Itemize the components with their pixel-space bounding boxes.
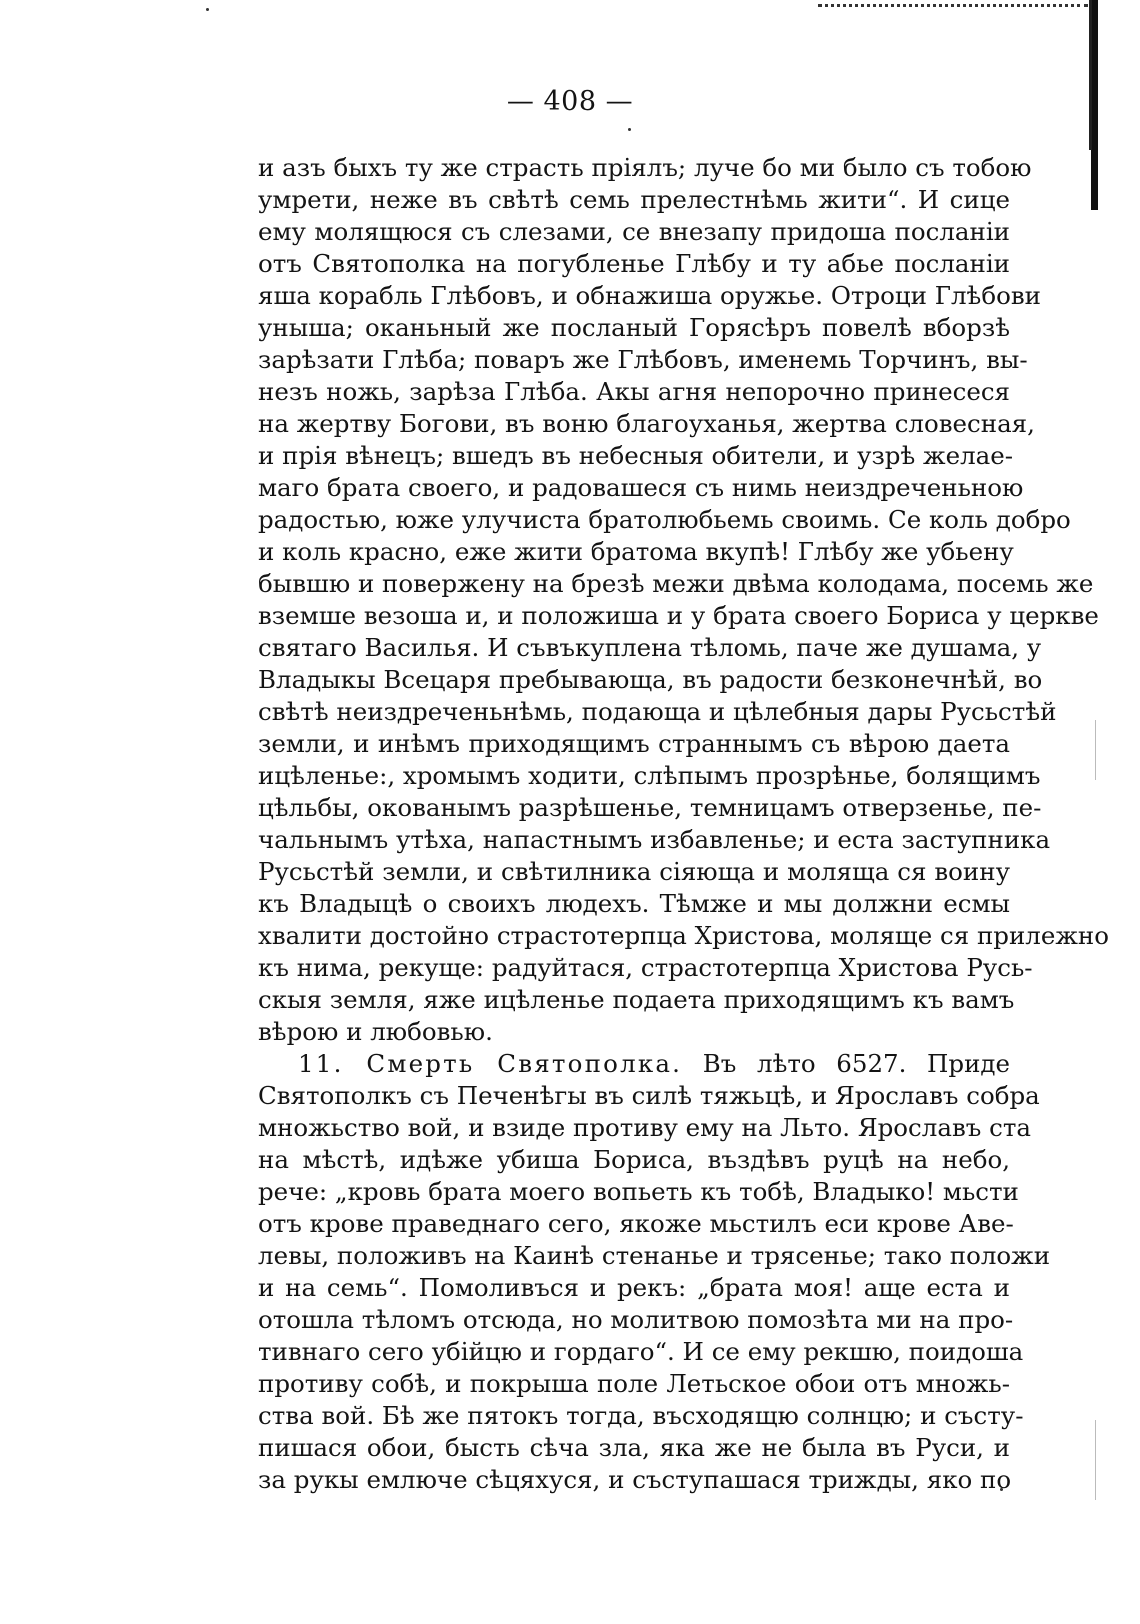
scan-edge-artifact-secondary: [1089, 0, 1092, 150]
text-line: ицѣленье:, хромымъ ходити, слѣпымъ прозрѣнье, болящимъ: [258, 761, 1041, 790]
text-line: чальнымъ утѣха, напастнымъ избавленье; и еста заступника: [258, 825, 1051, 854]
scan-speck: [628, 128, 631, 131]
text-line: святаго Василья. И съвъкуплена тѣломь, паче же душама, у: [258, 633, 1042, 662]
text-line: Русьстѣй земли, и свѣтилника сіяюща и моляща ся воину: [258, 857, 1010, 886]
text-line: Владыкы Всецаря пребывающа, въ радости безконечнѣй, во: [258, 665, 1043, 694]
scan-faint-line: [1095, 1420, 1096, 1500]
text-line: тивнаго сего убійцю и гордаго“. И се ему рекшю, поидоша: [258, 1337, 1024, 1366]
text-line: Святополкъ съ Печенѣгы въ силѣ тяжьцѣ, и Ярославъ собра: [258, 1081, 1040, 1110]
text-line: зарѣзати Глѣба; поваръ же Глѣбовъ, именемь Торчинъ, вы-: [258, 345, 1028, 374]
text-line: ему молящюся съ слезами, се внезапу придоша посланіи: [258, 217, 1010, 246]
section-heading: 11. Смерть Святополка.: [298, 1049, 683, 1078]
text-line: и прія вѣнецъ; вшедъ въ небесныя обители, и узрѣ желае-: [258, 441, 1014, 470]
text-line: ства вой. Бѣ же пятокъ тогда, въсходящю солнцю; и състу-: [258, 1401, 1024, 1430]
section-heading-line: [258, 1048, 1010, 1080]
text-line: незъ ножь, зарѣза Глѣба. Акы агня непорочно принесеся: [258, 377, 1010, 406]
text-line-last: вѣрою и любовью.: [258, 1017, 493, 1046]
text-line: яша корабль Глѣбовъ, и обнажиша оружье. Отроци Глѣбови: [258, 281, 1041, 310]
text-line: радостью, юже улучиста братолюбьемь своимь. Се коль добро: [258, 505, 1071, 534]
text-line: маго брата своего, и радовашеся съ нимь неиздреченьною: [258, 473, 1024, 502]
text-line: умрети, неже въ свѣтѣ семь прелестнѣмь жити“. И сице: [258, 185, 1010, 214]
body-text: [258, 152, 1109, 1496]
scan-top-dots: [818, 4, 1088, 15]
text-line: земли, и инѣмъ приходящимъ страннымъ съ вѣрою даета: [258, 729, 1010, 758]
scan-speck: [206, 8, 209, 11]
text-line: скыя земля, яже ицѣленье подаета приходящимъ къ вамъ: [258, 985, 1015, 1014]
text-line: къ Владыцѣ о своихъ людехъ. Тѣмже и мы должни есмы: [258, 889, 1010, 918]
text-line: на жертву Богови, въ воню благоуханья, жертва словесная,: [258, 409, 1035, 438]
text-line: пишася обои, бысть сѣча зла, яка же не была въ Руси, и: [258, 1433, 1010, 1462]
page-number: — 408 —: [506, 86, 634, 117]
section-heading-continuation: Въ лѣто 6527. Приде: [702, 1049, 1011, 1078]
text-line: и азъ быхъ ту же страсть пріялъ; луче бо ми было съ тобою: [258, 153, 1032, 182]
text-line: множьство вой, и взиде противу ему на Льто. Ярославъ ста: [258, 1113, 1031, 1142]
text-line: противу собѣ, и покрыша поле Летьское обои отъ множь-: [258, 1369, 1010, 1398]
text-line: отошла тѣломъ отсюда, но молитвою помозѣта ми на про-: [258, 1305, 1014, 1334]
text-line: бывшю и повержену на брезѣ межи двѣма колодама, посемь же: [258, 569, 1094, 598]
text-line: къ нима, рекуще: радуйтася, страстотерпца Христова Русь-: [258, 953, 1033, 982]
text-line: вземше везоша и, и положиша и у брата своего Бориса у церкве: [258, 601, 1099, 630]
text-line: за рукы емлюче сѣцяхуся, и съступашася трижды, яко по: [258, 1465, 1012, 1494]
text-line: свѣтѣ неиздреченьнѣмь, подающа и цѣлебныя дары Русьстѣй: [258, 697, 1057, 726]
text-line: левы, положивъ на Каинѣ стенанье и трясенье; тако положи: [258, 1241, 1051, 1270]
text-line: на мѣстѣ, идѣже убиша Бориса, въздѣвъ руцѣ на небо,: [258, 1145, 1010, 1174]
text-line: уныша; оканьный же посланый Горясѣръ повелѣ вборзѣ: [258, 313, 1010, 342]
text-line: отъ Святополка на погубленье Глѣбу и ту абье посланіи: [258, 249, 1010, 278]
text-line: цѣльбы, окованымъ разрѣшенье, темницамъ отверзенье, пе-: [258, 793, 1042, 822]
text-line: и коль красно, еже жити братома вкупѣ! Глѣбу же убьену: [258, 537, 1014, 566]
text-line: хвалити достойно страстотерпца Христова, моляще ся прилежно: [258, 921, 1109, 950]
scan-faint-line: [1095, 720, 1096, 780]
text-line: отъ крове праведнаго сего, якоже мьстилъ еси крове Аве-: [258, 1209, 1014, 1238]
text-line: и на семь“. Помоливъся и рекъ: „брата моя! аще еста и: [258, 1273, 1010, 1302]
text-line: рече: „кровь брата моего вопьеть къ тобѣ, Владыко! мьсти: [258, 1177, 1019, 1206]
